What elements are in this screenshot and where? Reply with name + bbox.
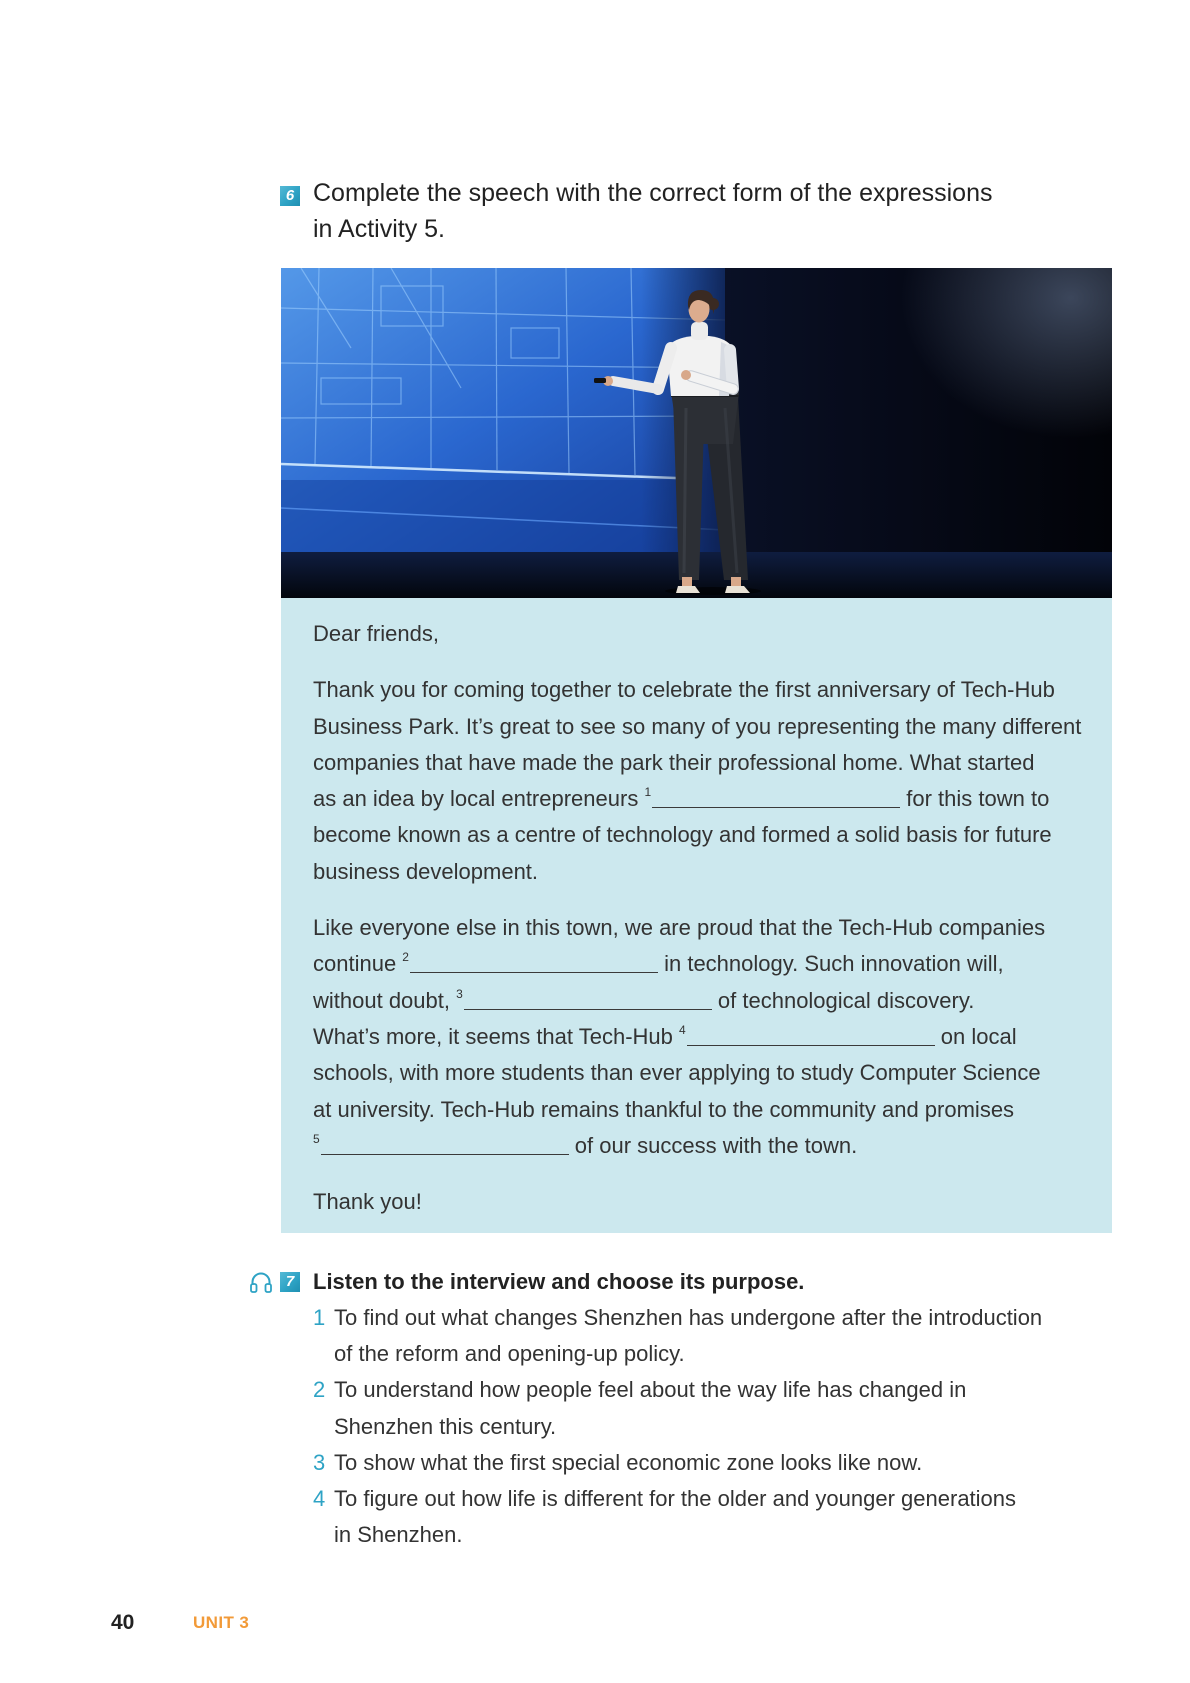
- activity-7-instruction: Listen to the interview and choose its purpose.: [313, 1269, 805, 1294]
- speech-text: of our success with the town.: [568, 1132, 858, 1158]
- option-text: [334, 1445, 922, 1481]
- speech-line: become known as a centre of technology and formed a solid basis for future: [313, 822, 1052, 848]
- answer-blank: [410, 958, 658, 973]
- blank-number: 1: [644, 785, 652, 800]
- option-item: [313, 1445, 1042, 1481]
- blank-number: 4: [679, 1022, 686, 1037]
- option-number: 1: [313, 1305, 326, 1330]
- page-number: 40: [111, 1611, 135, 1634]
- speech-line: companies that have made the park their professional home. What started: [313, 749, 1035, 775]
- speech-text-box: [281, 598, 1112, 1233]
- option-item: [313, 1481, 1042, 1553]
- option-text-line: Shenzhen this century.: [334, 1413, 557, 1439]
- answer-blank: [464, 995, 712, 1010]
- speech-line: Business Park. It’s great to see so many of you representing the many different: [313, 713, 1082, 739]
- option-text-line: To find out what changes Shenzhen has undergone after the introduction: [334, 1305, 1043, 1330]
- speech-text: on local: [934, 1023, 1017, 1049]
- speech-greeting: Dear friends,: [313, 621, 439, 646]
- headphones-icon: [249, 1271, 273, 1293]
- activity-7-number: 7: [285, 1273, 295, 1290]
- speech-text: without doubt,: [313, 987, 457, 1013]
- speech-line: at university. Tech-Hub remains thankful to the community and promises: [313, 1096, 1015, 1122]
- blank-number: 3: [456, 986, 463, 1001]
- option-item: [313, 1300, 1042, 1372]
- option-text: [334, 1372, 966, 1444]
- option-text-line: To understand how people feel about the way life has changed in: [334, 1377, 967, 1403]
- speech-text: as an idea by local entrepreneurs: [313, 786, 645, 812]
- speech-line: business development.: [313, 858, 539, 884]
- activity-7-number-badge: [280, 1272, 300, 1292]
- instruction-line: in Activity 5.: [313, 215, 445, 243]
- speech-line: Like everyone else in this town, we are proud that the Tech-Hub companies: [313, 915, 1046, 941]
- speech-text: continue: [313, 951, 403, 977]
- option-text-line: To show what the first special economic zone looks like now.: [334, 1449, 923, 1475]
- speech-text: of technological discovery.: [711, 987, 975, 1013]
- speech-line-with-blank: [313, 781, 1112, 817]
- speech-closing: Thank you!: [313, 1189, 422, 1215]
- presenter-on-stage-photo: [281, 268, 1112, 598]
- projection-screen: [281, 268, 725, 554]
- speech-line-with-blank: [313, 1128, 1112, 1164]
- answer-blank: [321, 1140, 569, 1155]
- option-text: [334, 1300, 1042, 1372]
- speech-line-with-blank: [313, 1019, 1112, 1055]
- activity-7-options: [313, 1300, 1042, 1553]
- option-number: 3: [313, 1449, 326, 1475]
- unit-label: UNIT 3: [193, 1613, 250, 1632]
- speech-paragraph: [313, 672, 1112, 890]
- instruction-line: Complete the speech with the correct form of the expressions: [313, 179, 993, 207]
- speech-text: What’s more, it seems that Tech-Hub: [313, 1023, 679, 1049]
- speech-line: schools, with more students than ever applying to study Computer Science: [313, 1060, 1041, 1086]
- activity-6-instruction: [313, 175, 993, 247]
- option-number: 4: [313, 1486, 326, 1512]
- activity-6-number-badge: [280, 186, 300, 206]
- speech-text: for this town to: [900, 786, 1050, 812]
- speech-paragraph: [313, 910, 1112, 1164]
- option-text-line: of the reform and opening-up policy.: [334, 1341, 685, 1367]
- speech-line-with-blank: [313, 946, 1112, 982]
- answer-blank: [687, 1031, 935, 1046]
- option-text-line: To figure out how life is different for the older and younger generations: [334, 1486, 1017, 1512]
- speech-line-with-blank: [313, 983, 1112, 1019]
- answer-blank: [652, 793, 900, 808]
- blank-number: 2: [402, 950, 409, 965]
- option-text-line: in Shenzhen.: [334, 1522, 463, 1548]
- activity-6-number: 6: [285, 187, 295, 204]
- speech-text: in technology. Such innovation will,: [657, 951, 1004, 977]
- speech-line: Thank you for coming together to celebrate the first anniversary of Tech-Hub: [313, 677, 1055, 703]
- option-text: [334, 1481, 1016, 1553]
- option-item: [313, 1372, 1042, 1444]
- option-number: 2: [313, 1377, 326, 1403]
- blank-number: 5: [313, 1131, 320, 1146]
